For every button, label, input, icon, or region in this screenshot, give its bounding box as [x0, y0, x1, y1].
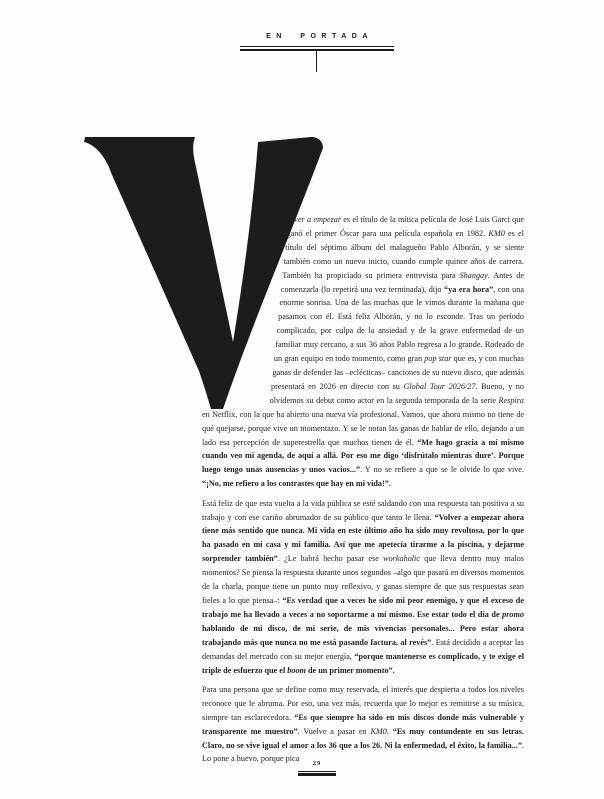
header-double-rule [240, 46, 394, 51]
text-segment: olver a empezar [288, 215, 342, 224]
text-segment: Está feliz de que esta vuelta a la vida pública se esté saldando con una respuesta tan positiva a su trabajo y con ese cariño abrumador de su público que tanto le llena. [202, 498, 524, 522]
text-segment: . Bueno, y no olvidemos su debut como actor en la segunda temporada de la serie [269, 381, 524, 405]
header-center-tick [316, 51, 317, 72]
text-segment: Para una persona que se define como muy reservada, el interés que despierta a todos los niveles reconoce que le abruma. Por eso, una vez más, recuerda que lo mejor es remitirse a su música, siempre tan esclarecedora. [202, 684, 524, 722]
text-segment: . Lo pone a huevo, porque pica [202, 740, 524, 764]
text-segment: . [386, 726, 393, 736]
text-segment: . Y no se refiere a que se le olvide lo que vive. [360, 465, 524, 475]
article-paragraph [202, 213, 524, 491]
text-segment: Respira [498, 395, 524, 405]
text-segment: “ya era hora” [444, 284, 494, 294]
text-segment: . ¿Le habrá hecho pasar ese [277, 554, 384, 564]
text-segment: , con una enorme sonrisa. Una de las muchas que le vimos durante la mañana que pasamos con él. Está feliz Alborán, y no lo esconde. Tras un período complicado, por culpa de la ansiedad y de la grave enfermedad de un familiar muy cercano, a sus 36 años Pablo regresa a lo grande. Rodeado de un gran equipo en todo momento, como gran [273, 284, 524, 364]
folio-rule-thick [298, 773, 336, 776]
text-segment: en Netflix, con la que ha abierto una nueva vía profesional. Vamos, que ahora mismo no tiene de qué quejarse, porque vive un momentazo. Y se le notan las ganas de hablar de ello, dejando a un lado esa percepción de superestrella que muchos tienen de él. [202, 409, 524, 447]
dropcap-text [83, 411, 84, 412]
text-segment: “¡No, me refiero a los contrastes que hay en mi vida!”. [202, 479, 391, 489]
text-segment: . Está decidido a aceptar las demandas del mercado con su mejor energía, [202, 637, 524, 661]
text-segment: . Vuelve a pasar en [297, 726, 371, 736]
text-segment: es el título de la mítica película de José Luis Garci que ganó el primer Óscar para una película española en 1982. [286, 215, 524, 238]
text-segment: que lleva dentro muy malos momentos? Se piensa la respuesta durante unos segundos –algo que pasará en diversos momentos de la charla, porque tiene un punto muy reflexivo, y ganas siempre de que sus respuestas sean fieles a lo que piensa–: [202, 554, 524, 605]
text-segment: KM0 [370, 726, 387, 736]
text-segment: es el título del séptimo álbum del malagueño Pablo Alborán, y se siente también como un nuevo inicio, cuando cumple quince años de carrera. También ha propiciado su primera entrevista para [282, 228, 525, 280]
header-rule-thick [240, 49, 394, 52]
text-segment: boom [287, 665, 306, 675]
text-segment: workaholic [383, 554, 420, 564]
text-segment: “Volver a empezar ahora tiene más sentido que nunca. Mi vida en este último año ha sido muy revoltosa, por lo que ha pasado en mi casa y mi familia. Así que me apetecía tirarme a la piscina, y dejarme sorprender también” [202, 512, 524, 564]
text-segment: “Es que siempre ha sido en mis discos donde más vulnerable y transparente me muestro” [202, 712, 524, 736]
text-segment: pop star [424, 354, 452, 364]
text-segment: . Antes de comenzarla (lo repetirá una vez terminada), dijo [280, 270, 524, 294]
section-kicker: EN PORTADA [266, 33, 373, 40]
text-segment: Global Tour 2026/27 [403, 381, 476, 391]
header-rule-thin [240, 46, 394, 47]
folio-double-rule [298, 771, 336, 776]
article-body [202, 213, 524, 772]
text-segment: Shangay [459, 270, 488, 280]
text-segment: promo [502, 609, 524, 619]
article-paragraph [202, 683, 524, 766]
text-segment: “Es verdad que a veces he sido mi peor enemigo, y que el exceso de trabajo me ha llevado a veces a no soportarme a mí mismo. Ese estar todo el día de [202, 595, 524, 619]
text-segment: de un primer momento”. [305, 665, 395, 675]
folio-rule-thin [298, 771, 336, 772]
text-segment: KM0 [488, 228, 505, 238]
text-segment: “Es muy contundente en sus letras. Claro, no se vive igual el amor a los 36 que a los 26. Ni la enfermedad, el éxito, la familia...” [202, 726, 525, 750]
page-number: 29 [312, 760, 322, 767]
text-segment: “porque mantenerse es complicado, y te exige el triple de esfuerzo que el [202, 651, 524, 675]
text-segment: que es, y con muchas ganas de defender las –eclécticas– canciones de su nuevo disco, que además presentará en 2026 en directo con su [271, 354, 524, 391]
article-paragraph [202, 497, 524, 678]
text-segment: hablando de mi disco, de mi serie, de mis vivencias personales... Pero estar ahora trabajando más que nunca no me está pasando factura, al revés” [202, 623, 524, 647]
text-segment: “Me hago gracia a mí mismo cuando veo mi agenda, de aquí a allá. Por eso me digo ‘disfrútalo mientras dure’. Porque luego tengo unas ausencias y unos vacíos...” [202, 437, 525, 475]
